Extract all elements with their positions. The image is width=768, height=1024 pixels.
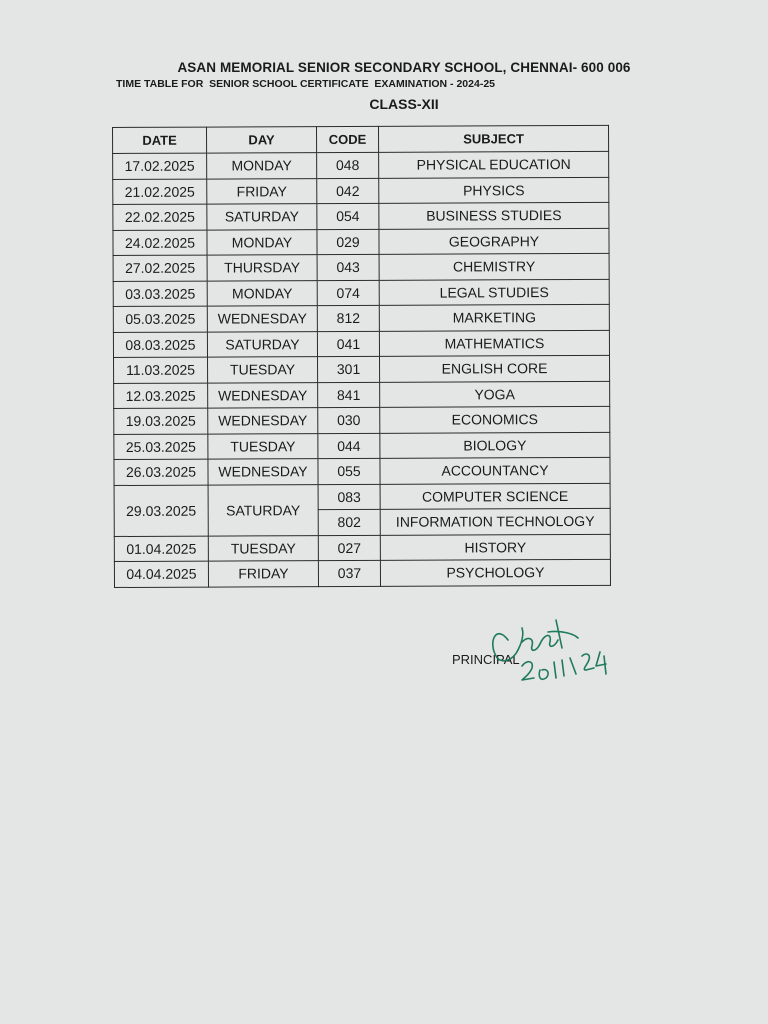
signature-strokes xyxy=(493,620,606,680)
cell-day: WEDNESDAY xyxy=(208,382,318,408)
table-row xyxy=(114,457,610,485)
cell-subject: ACCOUNTANCY xyxy=(380,457,610,484)
cell-date: 26.03.2025 xyxy=(114,459,208,485)
class-heading: CLASS-XII xyxy=(369,96,439,112)
cell-subject: COMPUTER SCIENCE xyxy=(380,483,610,510)
cell-code: 043 xyxy=(317,254,379,280)
exam-title: TIME TABLE FOR SENIOR SCHOOL CERTIFICATE EXAMINATION - 2024-25 xyxy=(116,78,496,90)
cell-day: THURSDAY xyxy=(207,255,317,281)
cell-subject: PSYCHOLOGY xyxy=(380,559,610,586)
school-name: ASAN MEMORIAL SENIOR SECONDARY SCHOOL, CHENNAI- 600 006 xyxy=(177,60,631,75)
cell-code: 048 xyxy=(317,152,379,178)
cell-subject: GEOGRAPHY xyxy=(379,228,609,255)
cell-day: SATURDAY xyxy=(207,331,317,357)
cell-day: SATURDAY xyxy=(207,204,317,230)
cell-date: 21.02.2025 xyxy=(113,179,207,205)
cell-code: 055 xyxy=(318,458,380,484)
cell-day: WEDNESDAY xyxy=(208,408,318,434)
cell-code: 042 xyxy=(317,178,379,204)
cell-date: 22.02.2025 xyxy=(113,204,207,230)
cell-day: TUESDAY xyxy=(208,433,318,459)
cell-subject: PHYSICAL EDUCATION xyxy=(379,151,609,178)
table-row xyxy=(113,228,609,256)
cell-code: 301 xyxy=(318,356,380,382)
cell-subject: HISTORY xyxy=(380,534,610,561)
table-row xyxy=(113,330,609,358)
table-row xyxy=(113,177,609,205)
table-row xyxy=(113,253,609,281)
cell-date: 05.03.2025 xyxy=(113,306,207,332)
header-date: DATE xyxy=(113,127,207,153)
cell-date: 17.02.2025 xyxy=(113,153,207,179)
cell-date: 25.03.2025 xyxy=(114,434,208,460)
table-row xyxy=(113,279,609,307)
cell-code: 812 xyxy=(317,305,379,331)
cell-subject: LEGAL STUDIES xyxy=(379,279,609,306)
principal-label: PRINCIPAL xyxy=(452,652,520,667)
cell-subject: CHEMISTRY xyxy=(379,253,609,280)
cell-day: MONDAY xyxy=(207,280,317,306)
cell-code: 030 xyxy=(318,407,380,433)
cell-subject: MATHEMATICS xyxy=(379,330,609,357)
cell-day: MONDAY xyxy=(207,229,317,255)
cell-date: 29.03.2025 xyxy=(114,485,208,536)
cell-date: 08.03.2025 xyxy=(113,332,207,358)
cell-date: 24.02.2025 xyxy=(113,230,207,256)
table-row xyxy=(114,534,610,562)
principal-signature xyxy=(478,612,628,692)
cell-subject: BUSINESS STUDIES xyxy=(379,202,609,229)
table-row xyxy=(113,151,609,179)
cell-date: 11.03.2025 xyxy=(114,357,208,383)
header-code: CODE xyxy=(317,126,379,152)
table-header-row xyxy=(113,125,609,153)
table-row xyxy=(113,202,609,230)
cell-code: 841 xyxy=(318,382,380,408)
cell-day: MONDAY xyxy=(207,153,317,179)
cell-code: 054 xyxy=(317,203,379,229)
header-subject: SUBJECT xyxy=(378,125,608,152)
cell-day: SATURDAY xyxy=(208,484,318,535)
cell-date: 01.04.2025 xyxy=(114,536,208,562)
cell-date: 19.03.2025 xyxy=(114,408,208,434)
cell-subject: INFORMATION TECHNOLOGY xyxy=(380,508,610,535)
table-row xyxy=(114,406,610,434)
cell-subject: BIOLOGY xyxy=(380,432,610,459)
timetable xyxy=(112,125,611,588)
table-row xyxy=(114,381,610,409)
cell-date: 03.03.2025 xyxy=(113,281,207,307)
cell-code: 802 xyxy=(318,509,380,535)
cell-day: TUESDAY xyxy=(208,357,318,383)
cell-day: WEDNESDAY xyxy=(207,306,317,332)
cell-date: 27.02.2025 xyxy=(113,255,207,281)
cell-subject: PHYSICS xyxy=(379,177,609,204)
cell-subject: YOGA xyxy=(380,381,610,408)
cell-day: FRIDAY xyxy=(208,561,318,587)
cell-code: 037 xyxy=(318,560,380,586)
cell-date: 04.04.2025 xyxy=(114,561,208,587)
cell-day: WEDNESDAY xyxy=(208,459,318,485)
cell-subject: ENGLISH CORE xyxy=(380,355,610,382)
table-row xyxy=(114,432,610,460)
table-row xyxy=(114,483,610,511)
cell-subject: ECONOMICS xyxy=(380,406,610,433)
cell-day: TUESDAY xyxy=(208,535,318,561)
table-row xyxy=(114,559,610,587)
cell-code: 029 xyxy=(317,229,379,255)
table-row xyxy=(114,355,610,383)
table-row xyxy=(113,304,609,332)
cell-day: FRIDAY xyxy=(207,178,317,204)
cell-date: 12.03.2025 xyxy=(114,383,208,409)
cell-code: 027 xyxy=(318,535,380,561)
cell-code: 083 xyxy=(318,484,380,510)
cell-code: 074 xyxy=(317,280,379,306)
cell-code: 044 xyxy=(318,433,380,459)
cell-subject: MARKETING xyxy=(379,304,609,331)
header-day: DAY xyxy=(207,127,317,153)
cell-code: 041 xyxy=(317,331,379,357)
